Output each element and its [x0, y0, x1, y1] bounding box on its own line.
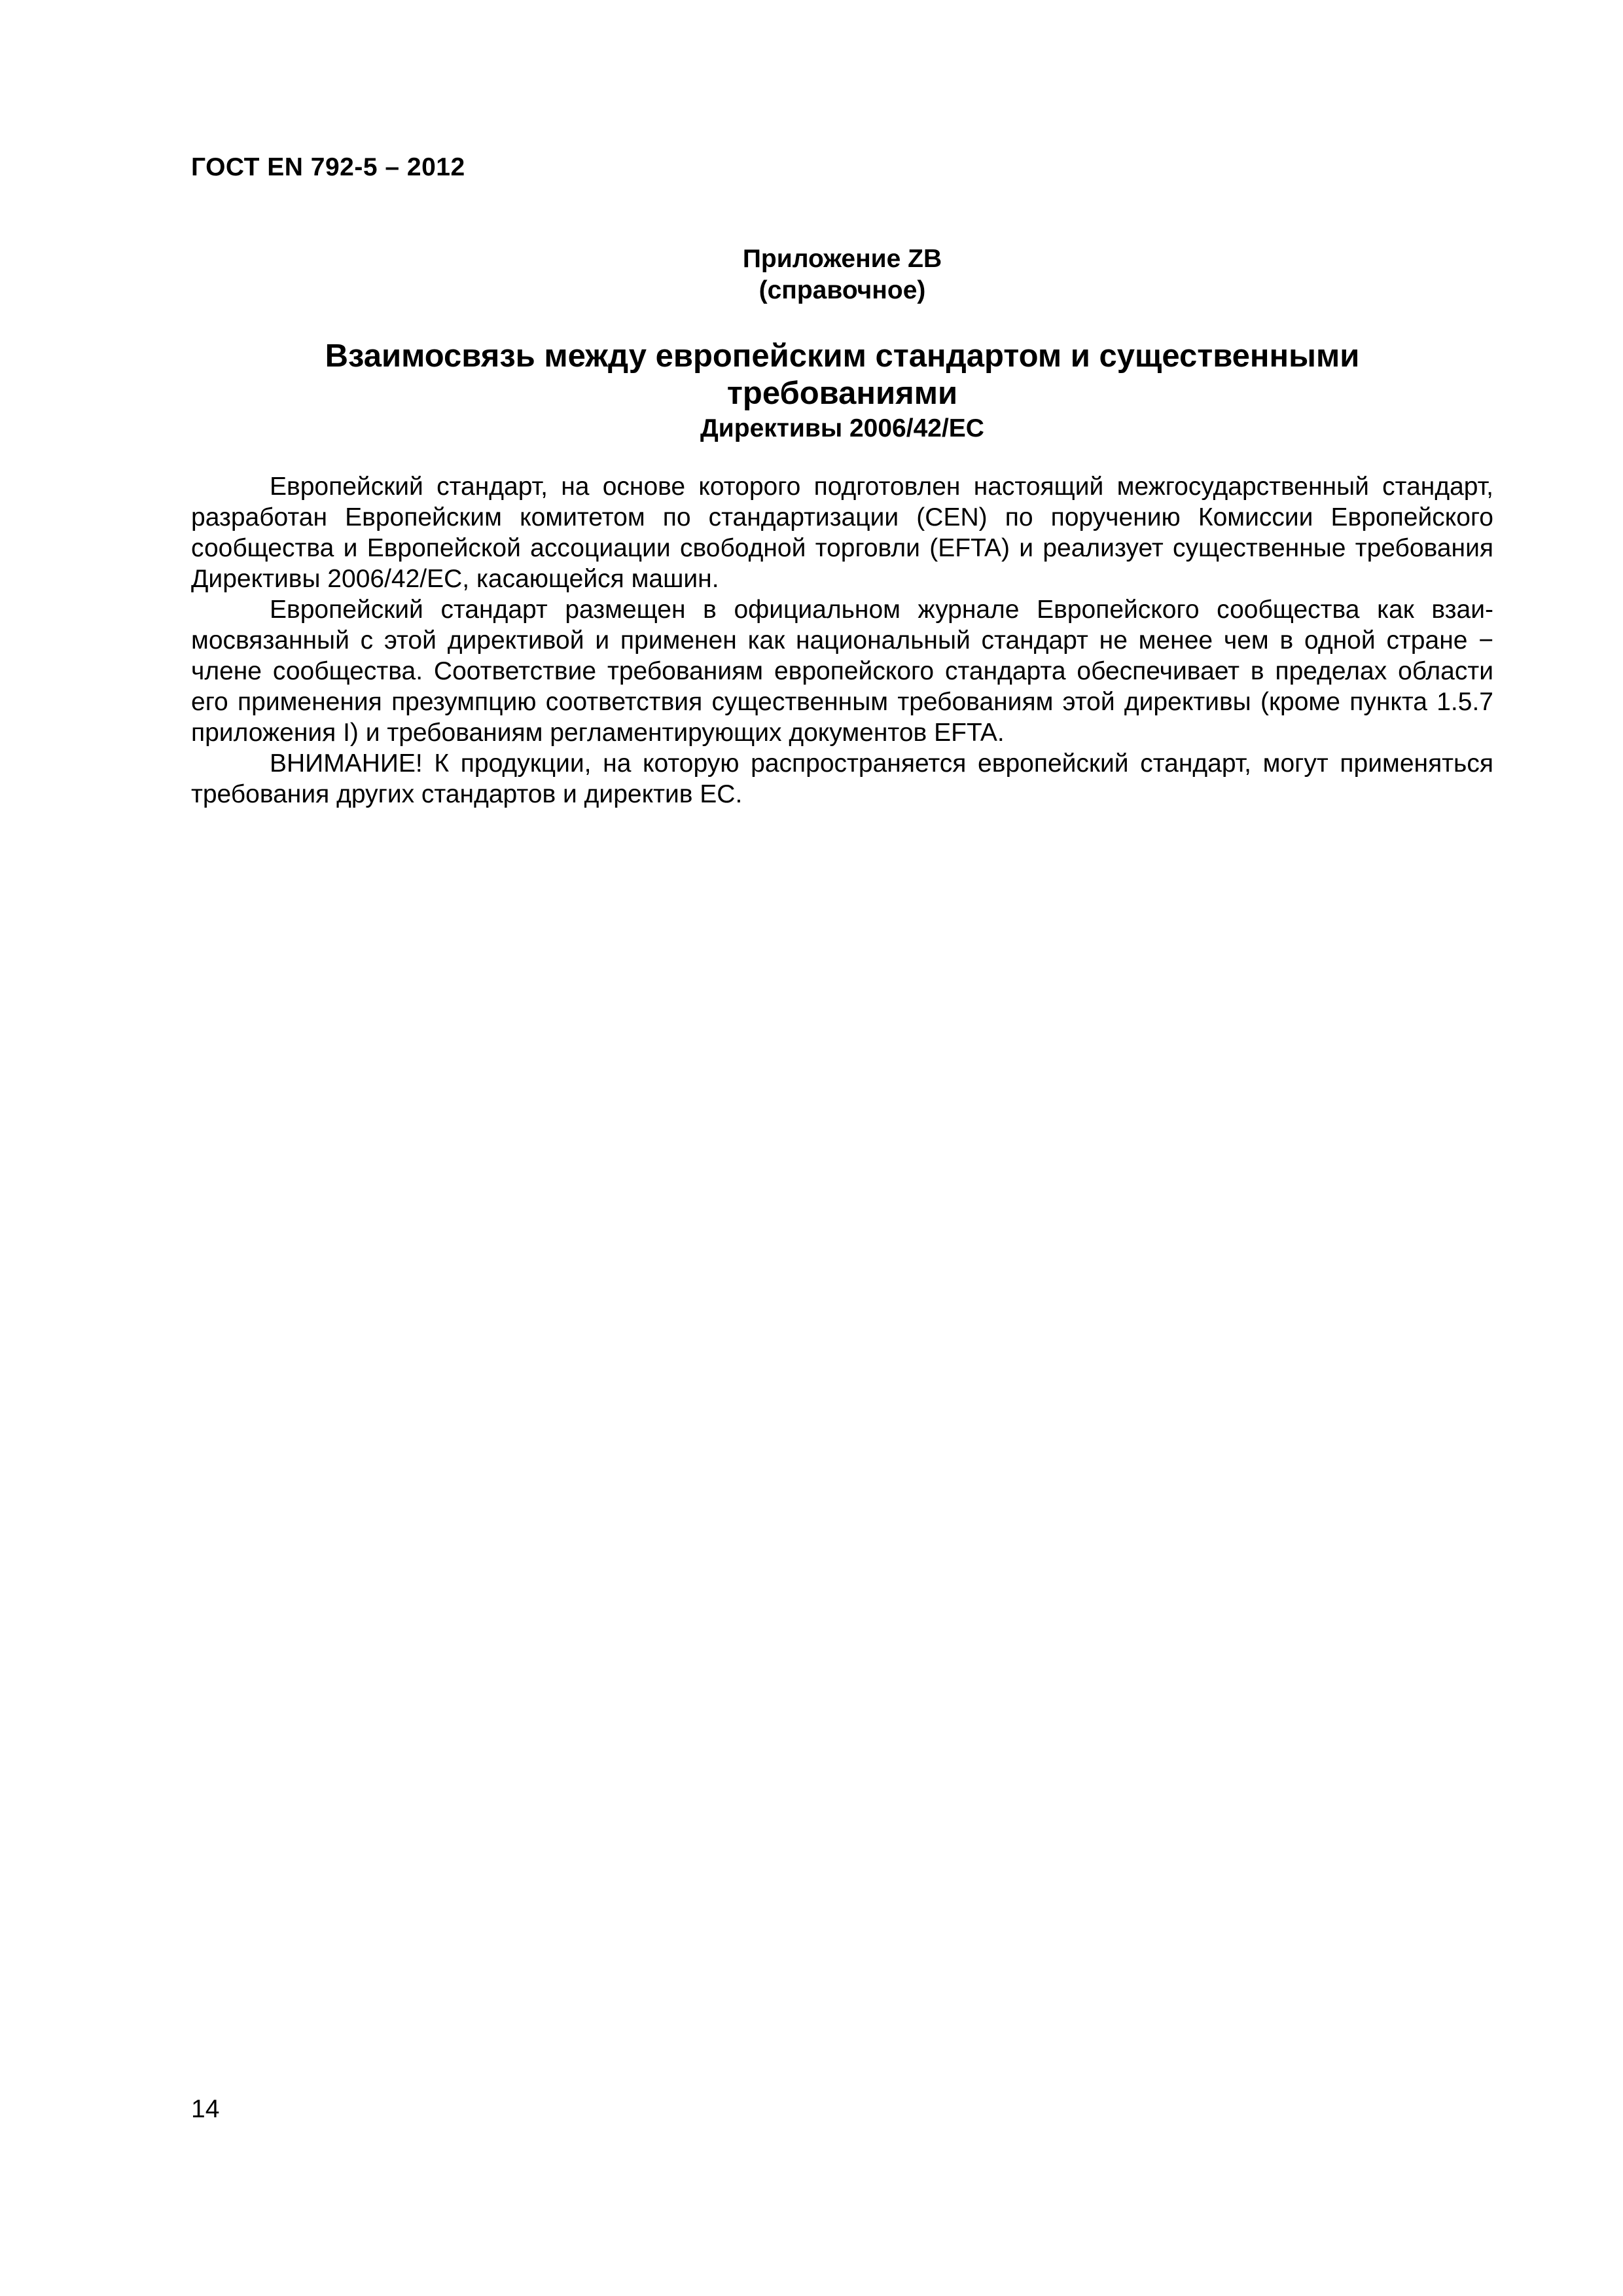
annex-heading-line-1: Взаимосвязь между европейским стандартом и существенными	[325, 338, 1360, 374]
body-text	[191, 471, 1493, 810]
document-code: ГОСТ EN 792-5 – 2012	[191, 153, 465, 181]
annex-header	[191, 243, 1493, 445]
paragraph: ВНИМАНИЕ! К продукции, на которую распространяется европейский стандарт, могут применяться требования других стандартов и директив ЕС.	[191, 749, 1493, 808]
annex-status: (справочное)	[758, 276, 926, 304]
page-number: 14	[191, 2095, 220, 2123]
annex-title: Приложение ZB	[742, 245, 942, 273]
paragraph: Европейский стандарт, на основе которого подготовлен настоящий межгосударственный стандарт, разработан Европейским комитетом по стандартизации (CEN) по поручению Комиссии Европейского сообщества и Европейской ассоциации свободной торговли (EFTA) и реализует существенные требования Директивы 2006/42/ЕС, касающейся машин.	[191, 473, 1493, 593]
annex-heading-line-2: требованиями	[726, 376, 958, 411]
paragraph: Европейский стандарт размещен в официальном журнале Европейского сообщества как взаимосвязанный с этой директивой и применен как национальный стандарт не менее чем в одной стране − члене сообщества. Соответствие требованиям европейского стандарта обеспечивает в пределах области его применения презумпцию соответствия существенным требованиям этой директивы (кроме пункта 1.5.7 приложения I) и требованиям регламентирующих документов EFTA.	[191, 596, 1493, 747]
annex-heading	[191, 338, 1493, 412]
annex-subheading: Директивы 2006/42/ЕС	[700, 414, 984, 442]
